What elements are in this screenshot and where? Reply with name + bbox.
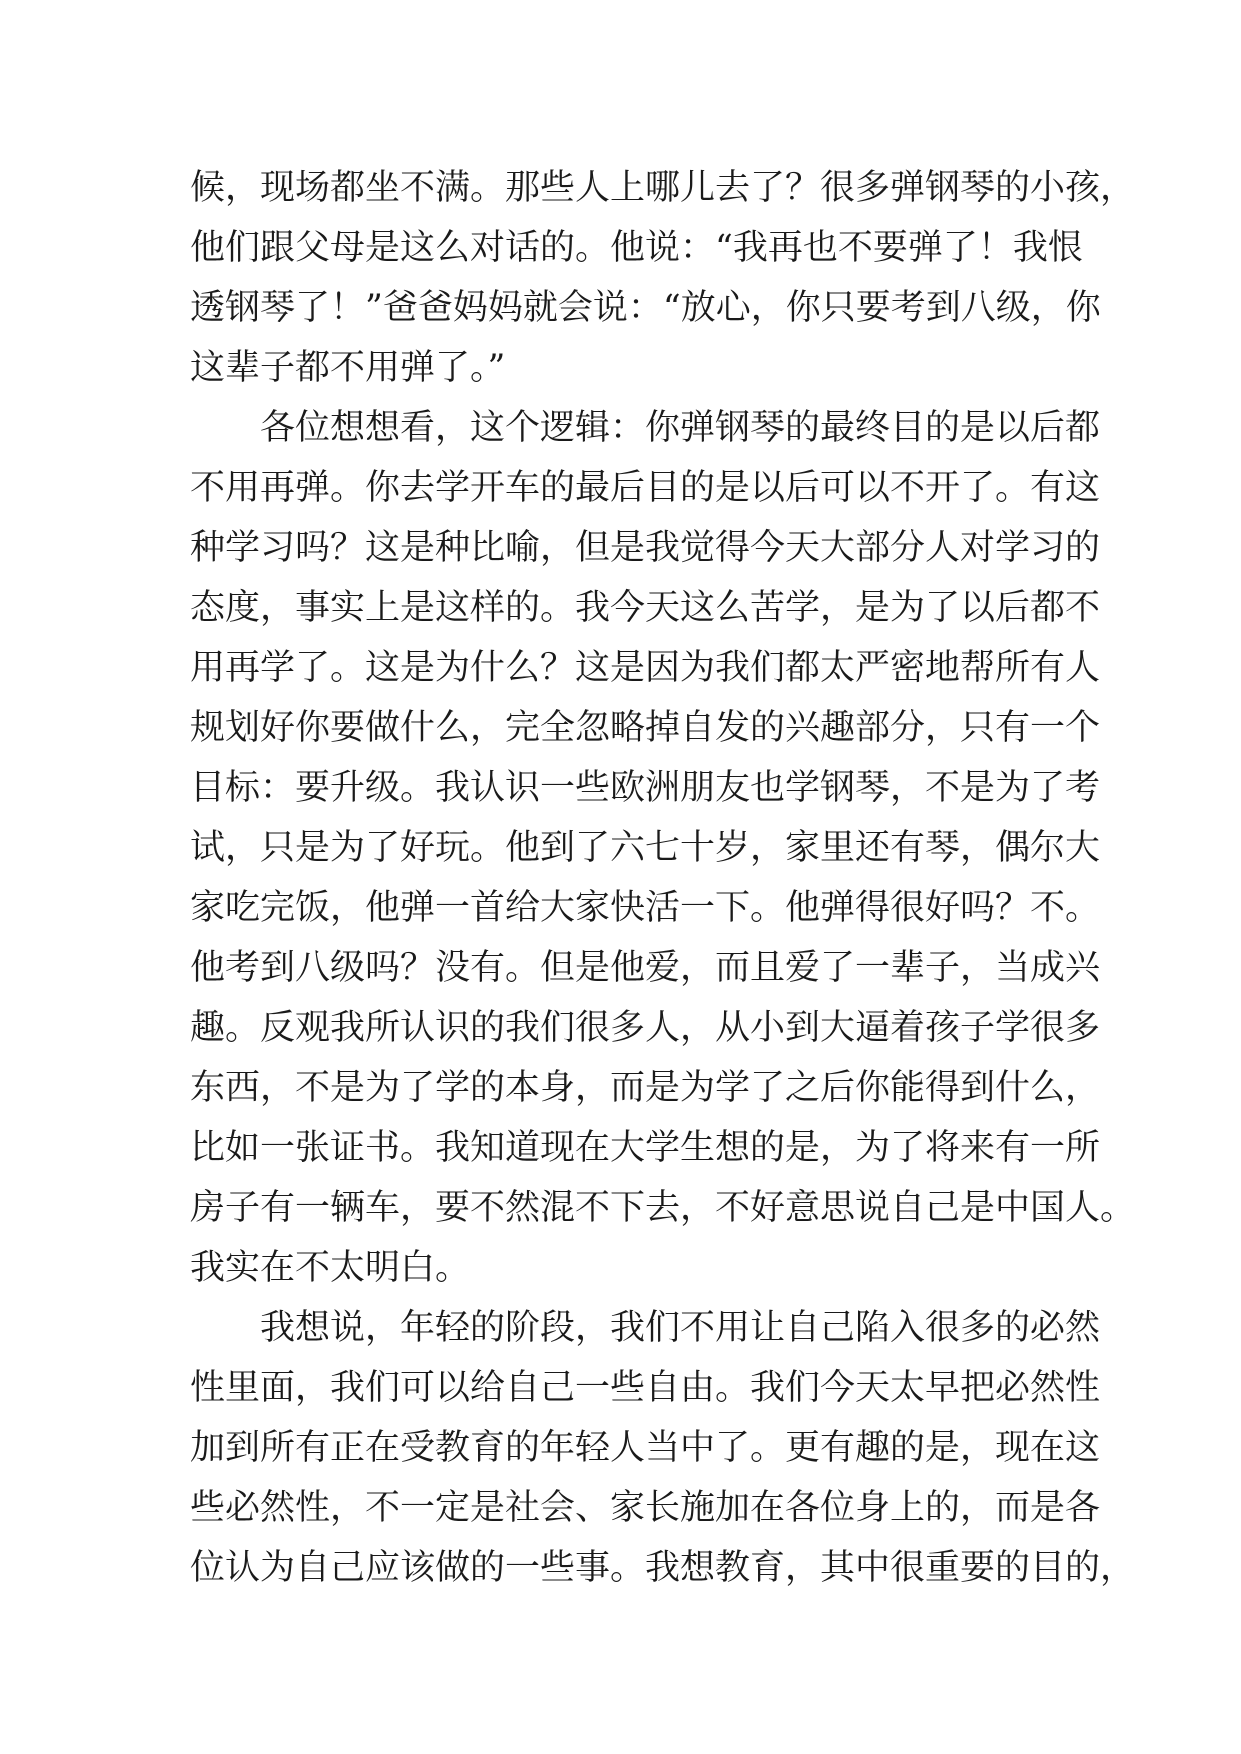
text-line: 些必然性，不一定是社会、家长施加在各位身上的，而是各 xyxy=(190,1488,1101,1528)
text-line: 家吃完饭，他弹一首给大家快活一下。他弹得很好吗？不。 xyxy=(190,888,1101,928)
text-line: 我想说，年轻的阶段，我们不用让自己陷入很多的必然 xyxy=(260,1308,1101,1348)
text-line: 比如一张证书。我知道现在大学生想的是，为了将来有一所 xyxy=(190,1128,1101,1168)
text-line: 不用再弹。你去学开车的最后目的是以后可以不开了。有这 xyxy=(190,468,1101,508)
text-line: 目标：要升级。我认识一些欧洲朋友也学钢琴，不是为了考 xyxy=(190,768,1101,808)
text-line: 趣。反观我所认识的我们很多人，从小到大逼着孩子学很多 xyxy=(190,1008,1101,1048)
text-line: 各位想想看，这个逻辑：你弹钢琴的最终目的是以后都 xyxy=(260,408,1101,448)
text-line: 东西，不是为了学的本身，而是为学了之后你能得到什么， xyxy=(190,1068,1101,1108)
text-line: 用再学了。这是为什么？这是因为我们都太严密地帮所有人 xyxy=(190,648,1101,688)
text-line: 规划好你要做什么，完全忽略掉自发的兴趣部分，只有一个 xyxy=(190,708,1101,748)
text-line: 位认为自己应该做的一些事。我想教育，其中很重要的目的， xyxy=(190,1548,1136,1588)
paragraph xyxy=(190,158,1136,398)
text-line: 加到所有正在受教育的年轻人当中了。更有趣的是，现在这 xyxy=(190,1428,1101,1468)
text-line: 种学习吗？这是种比喻，但是我觉得今天大部分人对学习的 xyxy=(190,528,1101,568)
text-line: 他们跟父母是这么对话的。他说：“我再也不要弹了！我恨 xyxy=(190,228,1083,268)
text-line: 这辈子都不用弹了。” xyxy=(190,348,506,388)
text-line: 态度，事实上是这样的。我今天这么苦学，是为了以后都不 xyxy=(190,588,1101,628)
text-line: 候，现场都坐不满。那些人上哪儿去了？很多弹钢琴的小孩， xyxy=(190,168,1136,208)
body-text xyxy=(190,158,1136,1598)
text-line: 性里面，我们可以给自己一些自由。我们今天太早把必然性 xyxy=(190,1368,1101,1408)
paragraph xyxy=(190,1298,1136,1598)
text-line: 房子有一辆车，要不然混不下去，不好意思说自己是中国人。 xyxy=(190,1188,1136,1228)
text-line: 我实在不太明白。 xyxy=(190,1248,471,1288)
text-line: 他考到八级吗？没有。但是他爱，而且爱了一辈子，当成兴 xyxy=(190,948,1101,988)
paragraph xyxy=(190,398,1136,1298)
text-line: 试，只是为了好玩。他到了六七十岁，家里还有琴，偶尔大 xyxy=(190,828,1101,868)
text-line: 透钢琴了！”爸爸妈妈就会说：“放心，你只要考到八级，你 xyxy=(190,288,1101,328)
